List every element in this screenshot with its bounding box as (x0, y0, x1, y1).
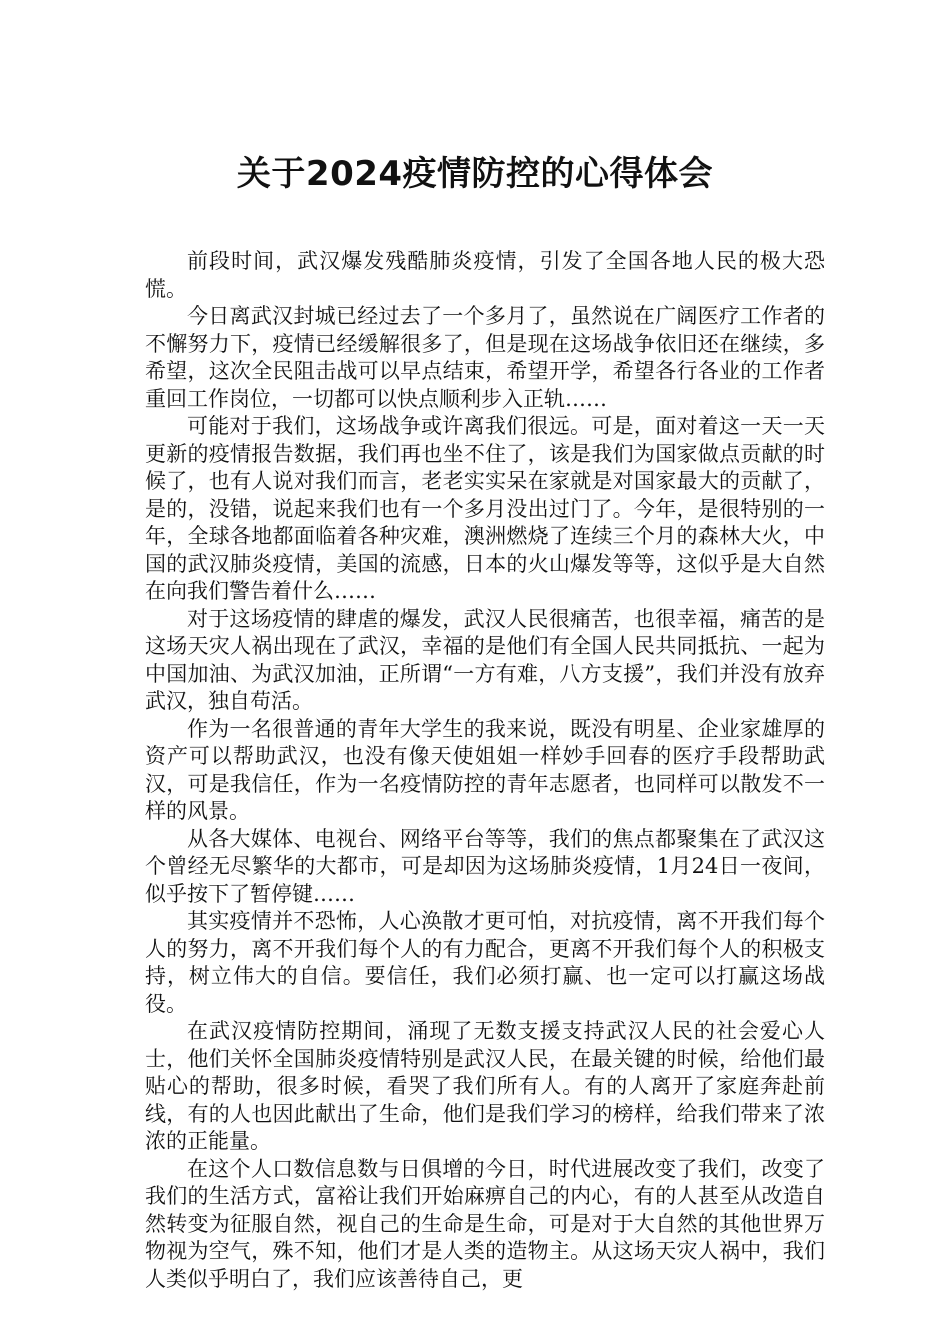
paragraph: 在武汉疫情防控期间，涌现了无数支援支持武汉人民的社会爱心人士，他们关怀全国肺炎疫情特别是武汉人民，在最关键的时候，给他们最贴心的帮助，很多时候，看哭了我们所有人。有的人离开了家庭奔赴前线，有的人也因此献出了生命，他们是我们学习的榜样，给我们带来了浓浓的正能量。 (145, 1019, 825, 1153)
paragraph: 可能对于我们，这场战争或许离我们很远。可是，面对着这一天一天更新的疫情报告数据，我们再也坐不住了，该是我们为国家做点贡献的时候了，也有人说对我们而言，老老实实呆在家就是对国家最大的贡献了，是的，没错，说起来我们也有一个多月没出过门了。今年，是很特别的一年，全球各地都面临着各种灾难，澳洲燃烧了连续三个月的森林大火，中国的武汉肺炎疫情，美国的流感，日本的火山爆发等等，这似乎是大自然在向我们警告着什么…… (145, 414, 825, 603)
paragraph: 前段时间，武汉爆发残酷肺炎疫情，引发了全国各地人民的极大恐慌。 (145, 249, 825, 301)
paragraph: 其实疫情并不恐怖，人心涣散才更可怕，对抗疫情，离不开我们每个人的努力，离不开我们每个人的有力配合，更离不开我们每个人的积极支持，树立伟大的自信。要信任，我们必须打赢、也一定可以打赢这场战役。 (145, 909, 825, 1016)
paragraph: 在这个人口数信息数与日俱增的今日，时代进展改变了我们，改变了我们的生活方式，富裕让我们开始麻痹自己的内心，有的人甚至从改造自然转变为征服自然，视自己的生命是生命，可是对于大自然的其他世界万物视为空气，殊不知，他们才是人类的造物主。从这场天灾人祸中，我们人类似乎明白了，我们应该善待自己，更 (145, 1156, 825, 1291)
paragraph: 从各大媒体、电视台、网络平台等等，我们的焦点都聚集在了武汉这个曾经无尽繁华的大都市，可是却因为这场肺炎疫情，1月24日一夜间，似乎按下了暂停键…… (145, 826, 825, 906)
paragraph: 作为一名很普通的青年大学生的我来说，既没有明星、企业家雄厚的资产可以帮助武汉，也没有像天使姐姐一样妙手回春的医疗手段帮助武汉，可是我信任，作为一名疫情防控的青年志愿者，也同样可以散发不一样的风景。 (145, 716, 825, 823)
document-title: 关于2024疫情防控的心得体会 (236, 153, 714, 194)
paragraph: 对于这场疫情的肆虐的爆发，武汉人民很痛苦，也很幸福，痛苦的是这场天灾人祸出现在了武汉，幸福的是他们有全国人民共同抵抗、一起为中国加油、为武汉加油，正所谓“一方有难，八方支援”，我们并没有放弃武汉，独自苟活。 (145, 606, 825, 713)
paragraph: 今日离武汉封城已经过去了一个多月了，虽然说在广阔医疗工作者的不懈努力下，疫情已经缓解很多了，但是现在这场战争依旧还在继续，多希望，这次全民阻击战可以早点结束，希望开学，希望各行各业的工作者重回工作岗位，一切都可以快点顺利步入正轨…… (145, 304, 825, 411)
document-body (145, 248, 825, 1293)
